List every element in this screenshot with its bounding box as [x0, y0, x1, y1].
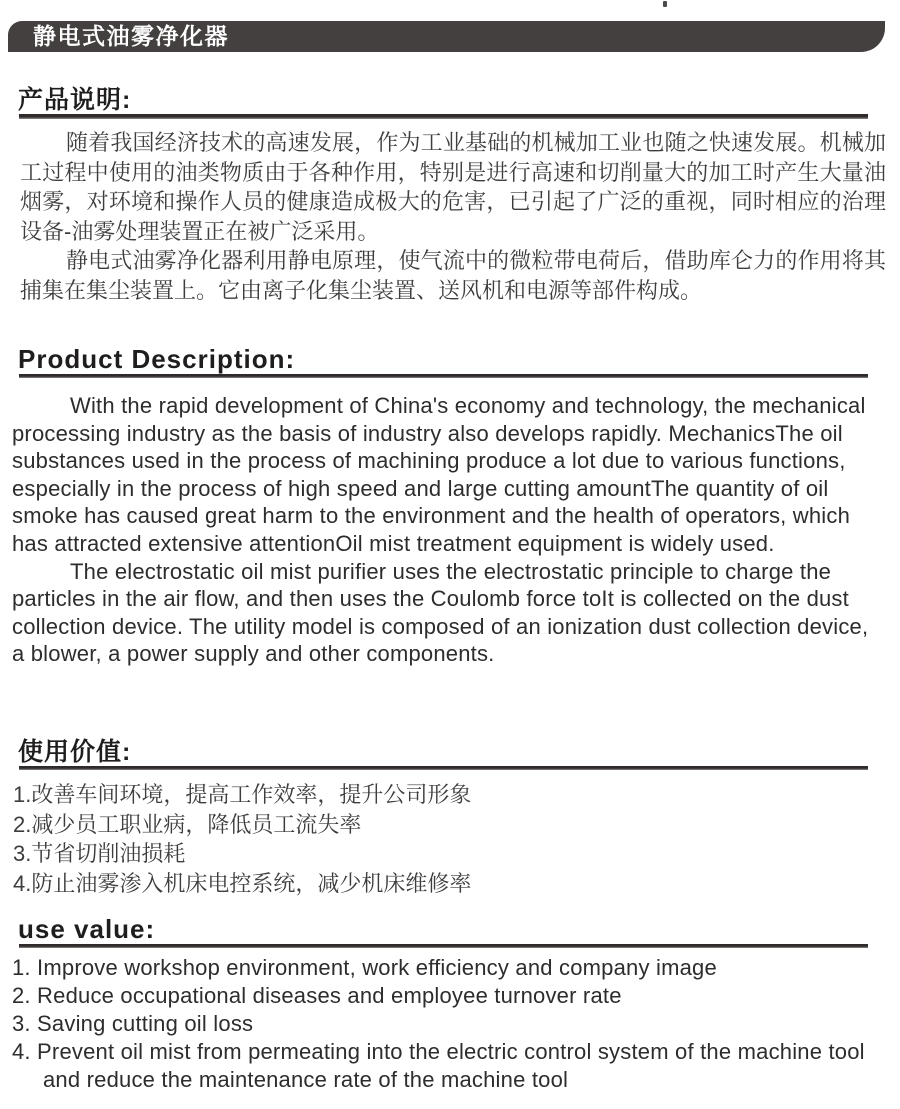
list-item: 2.减少员工职业病，降低员工流失率	[13, 811, 362, 837]
section-heading-use-value-cn: 使用价值:	[18, 738, 132, 766]
list-item: 3. Saving cutting oil loss	[12, 1011, 254, 1036]
section-heading-product-description-cn: 产品说明:	[18, 86, 132, 114]
paragraph-en-2: The electrostatic oil mist purifier uses the electrostatic principle to charge the particles in the air flow, and then uses the Coulomb force toIt is collected on the dust collection device. The utility model is composed of an ionization dust collection device, a blower, a power supply and other components.	[12, 558, 869, 667]
section-divider	[19, 944, 868, 948]
use-value-list-cn	[13, 780, 883, 898]
list-item: 1. Improve workshop environment, work efficiency and company image	[12, 955, 717, 980]
section-heading-use-value-en: use value:	[18, 914, 156, 944]
page-title: 静电式油雾净化器	[33, 23, 229, 49]
scan-speck-mark	[663, 1, 667, 7]
section-heading-product-description-en: Product Description:	[18, 344, 296, 374]
title-banner	[8, 21, 885, 52]
paragraph-cn-2: 静电式油雾净化器利用静电原理，使气流中的微粒带电荷后，借助库仑力的作用将其捕集在集尘装置上。它由离子化集尘装置、送风机和电源等部件构成。	[20, 248, 886, 303]
section-divider	[19, 114, 868, 119]
list-item: 4.防止油雾渗入机床电控系统，减少机床维修率	[13, 870, 472, 896]
use-value-list-en	[12, 954, 874, 1094]
list-item: 4. Prevent oil mist from permeating into the electric control system of the machine tool and reduce the maintenance rate of the machine tool	[12, 1039, 865, 1092]
section-divider	[19, 766, 868, 770]
product-description-cn	[20, 128, 886, 305]
paragraph-cn-1: 随着我国经济技术的高速发展，作为工业基础的机械加工业也随之快速发展。机械加工过程中使用的油类物质由于各种作用，特别是进行高速和切削量大的加工时产生大量油烟雾，对环境和操作人员的健康造成极大的危害，已引起了广泛的重视，同时相应的治理设备-油雾处理装置正在被广泛采用。	[20, 130, 886, 244]
section-divider	[19, 374, 868, 378]
paragraph-en-1: With the rapid development of China's economy and technology, the mechanical processing industry as the basis of industry also develops rapidly. MechanicsThe oil substances used in the process of machining produce a lot due to various functions, especially in the process of high speed and large cutting amountThe quantity of oil smoke has caused great harm to the environment and the health of operators, which has attracted extensive attentionOil mist treatment equipment is widely used.	[12, 393, 866, 556]
list-item: 2. Reduce occupational diseases and employee turnover rate	[12, 983, 622, 1008]
list-item: 3.节省切削油损耗	[13, 841, 186, 866]
product-description-en	[12, 392, 870, 668]
list-item: 1.改善车间环境，提高工作效率，提升公司形象	[13, 782, 472, 807]
